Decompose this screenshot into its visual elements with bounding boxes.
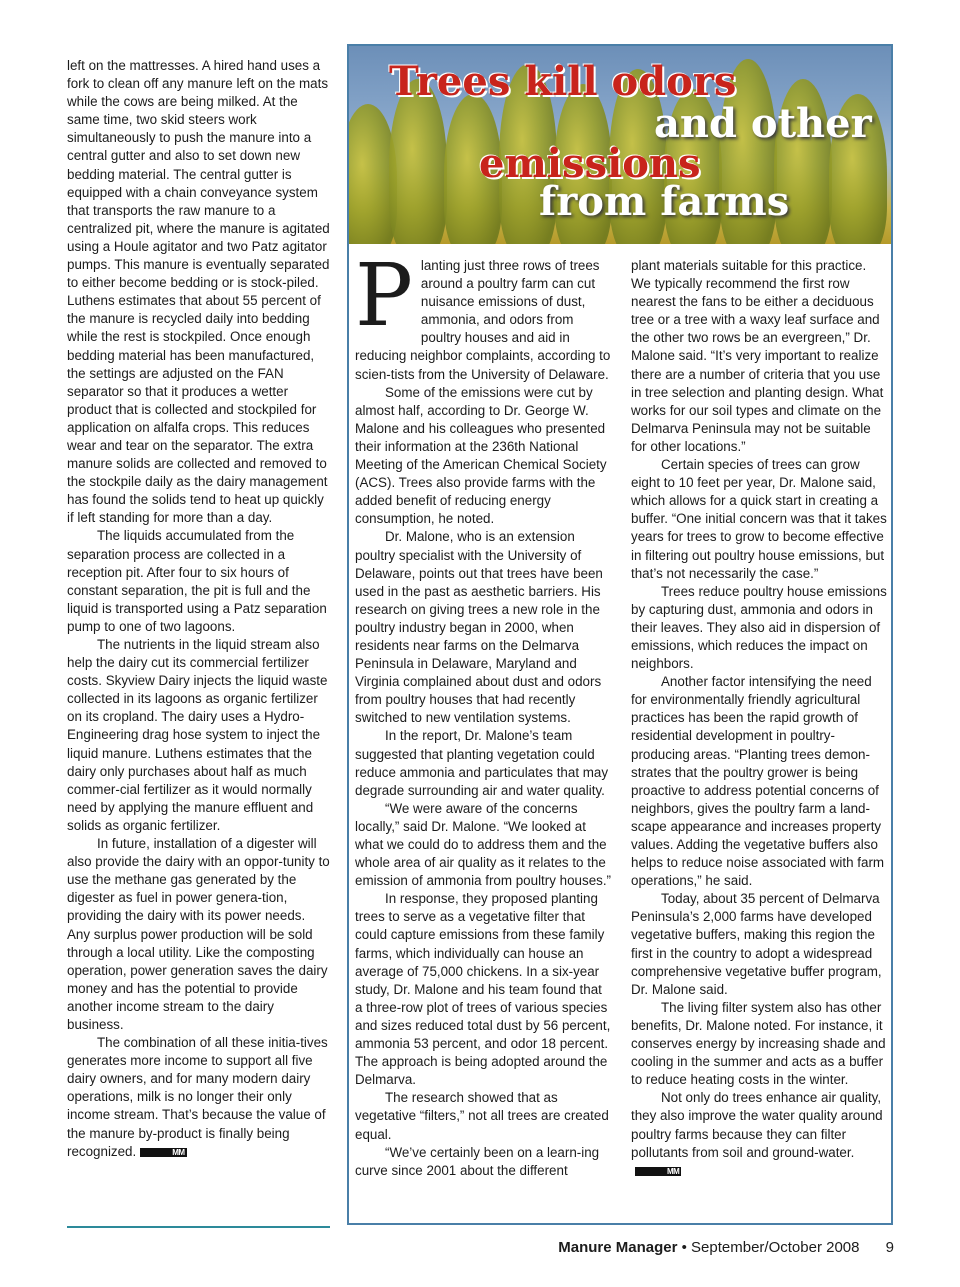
end-mark-logo: MM — [140, 1148, 186, 1157]
paragraph-text: lanting just three rows of trees around a poultry farm can cut nuisance emissions of dust, ammonia, and odors from poultry houses and aid in reducing neighbor complaints, according to scien-tists from the University of Delaware. — [355, 258, 611, 382]
page-number: 9 — [885, 1239, 894, 1256]
issue-date: September/October 2008 — [691, 1239, 860, 1256]
paragraph: Dr. Malone, who is an extension poultry specialist with the University of Delaware, points out that trees have been used in the past as aesthetic barriers. His research on giving trees a new role in the poultry industry began in 2000, when residents near farms on the Delmarva Peninsula in Delaware, Maryland and Virginia complained about dust and odors from poultry houses that had recently switched to new ventilation systems. — [355, 529, 603, 726]
article-middle-column — [355, 246, 613, 1180]
paragraph: The liquids accumulated from the separation process are collected in a reception pit. After four to six hours of constant separation, the pit is full and the liquid is transported using a Patz separation pump to one of two lagoons. — [67, 528, 327, 634]
paragraph — [67, 1034, 330, 1161]
paragraph: plant materials suitable for this practice. We typically recommend the first row nearest the fans to be either a deciduous tree or a tree with a waxy leaf surface and the other two rows be an evergreen,” Dr. Malone said. “It’s very important to realize there are a number of criteria that you use in tree selection and planting design. What works for our soil types and climate on the Delmarva Peninsula may not be suitable for other locations.” — [631, 258, 884, 454]
paragraph: The research showed that as vegetative “filters,” not all trees are created equal. — [355, 1090, 609, 1142]
title-line-4: from farms — [539, 178, 790, 225]
column-divider-rule — [67, 1226, 330, 1228]
paragraph: Another factor intensifying the need for environmentally friendly agricultural practices has been the rapid growth of residential development in poultry-producing areas. “Planting trees demon-strates that the poultry grower is being proactive to address potential concerns of neighbors, gives the poultry farm a land-scape appearance and increases property values. Adding the vegetative buffers also helps to reduce noise associated with farm operations,” he said. — [631, 674, 885, 889]
article-right-column — [631, 257, 889, 1180]
paragraph: Some of the emissions were cut by almost half, according to Dr. George W. Malone and his colleagues who presented their information at the 236th National Meeting of the American Chemical Society (ACS). Trees also provide farms with the added benefit of reducing energy consumption, he noted. — [355, 384, 607, 527]
paragraph: “We’ve certainly been on a learn-ing curve since 2001 about the different — [355, 1144, 600, 1178]
paragraph-text: Not only do trees enhance air quality, they also improve the water quality around poultry farms because they can filter pollutants from soil and ground-water. — [631, 1090, 883, 1160]
paragraph: In future, installation of a digester will also provide the dairy with an oppor-tunity to use the methane gas generated by the digester as fuel in power genera-tion, providing the dairy with its power needs. Any surplus power production will be sold through a local utility. Like the composting operation, power generation saves the dairy money and has the potential to provide another income stream to the dairy business. — [67, 836, 330, 1032]
left-column — [67, 57, 330, 1161]
paragraph: In the report, Dr. Malone’s team suggested that planting vegetation could reduce ammonia and particulates that may degrade surrounding air and water quality. — [355, 728, 609, 798]
trees-banner-image — [349, 46, 891, 244]
paragraph: Today, about 35 percent of Delmarva Peninsula’s 2,000 farms have developed vegetative buffers, making this region the first in the country to adopt a widespread comprehensive vegetative buffer program, Dr. Malone said. — [631, 891, 882, 997]
paragraph: The living filter system also has other benefits, Dr. Malone noted. For instance, it conserves energy by increasing shade and cooling in the summer and acts as a buffer to reduce heating costs in the winter. — [631, 999, 886, 1088]
paragraph — [631, 1089, 889, 1179]
paragraph: “We were aware of the concerns locally,” said Dr. Malone. “We looked at what we could do to address them and the whole area of air quality as it relates to the emission of ammonia from poultry houses.” — [355, 800, 612, 889]
footer-separator: • — [681, 1239, 687, 1256]
drop-cap: P — [355, 246, 413, 346]
paragraph — [355, 246, 613, 384]
paragraph-text: The combination of all these initia-tives generates more income to support all five dairy owners, and for many modern dairy operations, milk is no longer their only income stream. That’s because the value of the manure by-product is finally being recognized. — [67, 1035, 328, 1159]
paragraph: left on the mattresses. A hired hand uses a fork to clean off any manure left on the mats while the cows are being milked. At the same time, two skid steers work simultaneously to push the manure into a central gutter and also to set down new bedding material. The central gutter is equipped with a chain conveyance system that transports the raw manure to a centralized pit, where the manure is agitated using a Houle agitator and two Patz agitator pumps. This manure is eventually separated to either become bedding or is stock-piled. Luthens estimates that about 55 percent of the manure is recycled daily into bedding while the rest is stockpiled. Once enough bedding material has been manufactured, the settings are adjusted on the FAN separator so that it produces a wetter product that is collected and stockpiled for application on alfalfa crops. This reduces wear and tear on the separator. The extra manure solids are collected and removed to the stockpile daily as the dairy management has found the solids tend to heat up quickly if left standing for more than a day. — [67, 58, 330, 526]
paragraph: The nutrients in the liquid stream also help the dairy cut its commercial fertilizer costs. Skyview Dairy injects the liquid waste collected in its lagoons as organic fertilizer on its cropland. The dairy uses a Hydro-Engineering drag hose system to inject the liquid manure. Luthens estimates that the dairy only purchases about half as much commer-cial fertilizer as it would normally need by applying the manure effluent and solids as organic fertilizer. — [67, 637, 328, 833]
paragraph: Certain species of trees can grow eight to 10 feet per year, Dr. Malone said, which allows for a quick start in creating a buffer. “One initial concern was that it takes years for trees to grow to become effective in filtering out poultry house emissions, but that’s not necessarily the case.” — [631, 457, 887, 581]
paragraph: Trees reduce poultry house emissions by capturing dust, ammonia and odors in their leaves. They also aid in dispersion of emissions, which reduces the impact on neighbors. — [631, 583, 887, 672]
article-box — [347, 44, 893, 1225]
end-mark-logo: MM — [635, 1167, 681, 1176]
title-line-2: and other — [654, 100, 872, 147]
page-footer — [558, 1239, 894, 1256]
paragraph: In response, they proposed planting trees to serve as a vegetative filter that could capture emissions from these family farms, which individually can house an average of 75,000 chickens. In a six-year study, Dr. Malone and his team found that a three-row plot of trees of various species and sizes reduced total dust by 56 percent, ammonia 53 percent, and odor 18 percent. The approach is being adopted around the Delmarva. — [355, 891, 611, 1088]
title-line-3: emissions — [479, 140, 701, 187]
title-line-1: Trees kill odors — [389, 58, 737, 105]
magazine-name: Manure Manager — [558, 1239, 678, 1256]
